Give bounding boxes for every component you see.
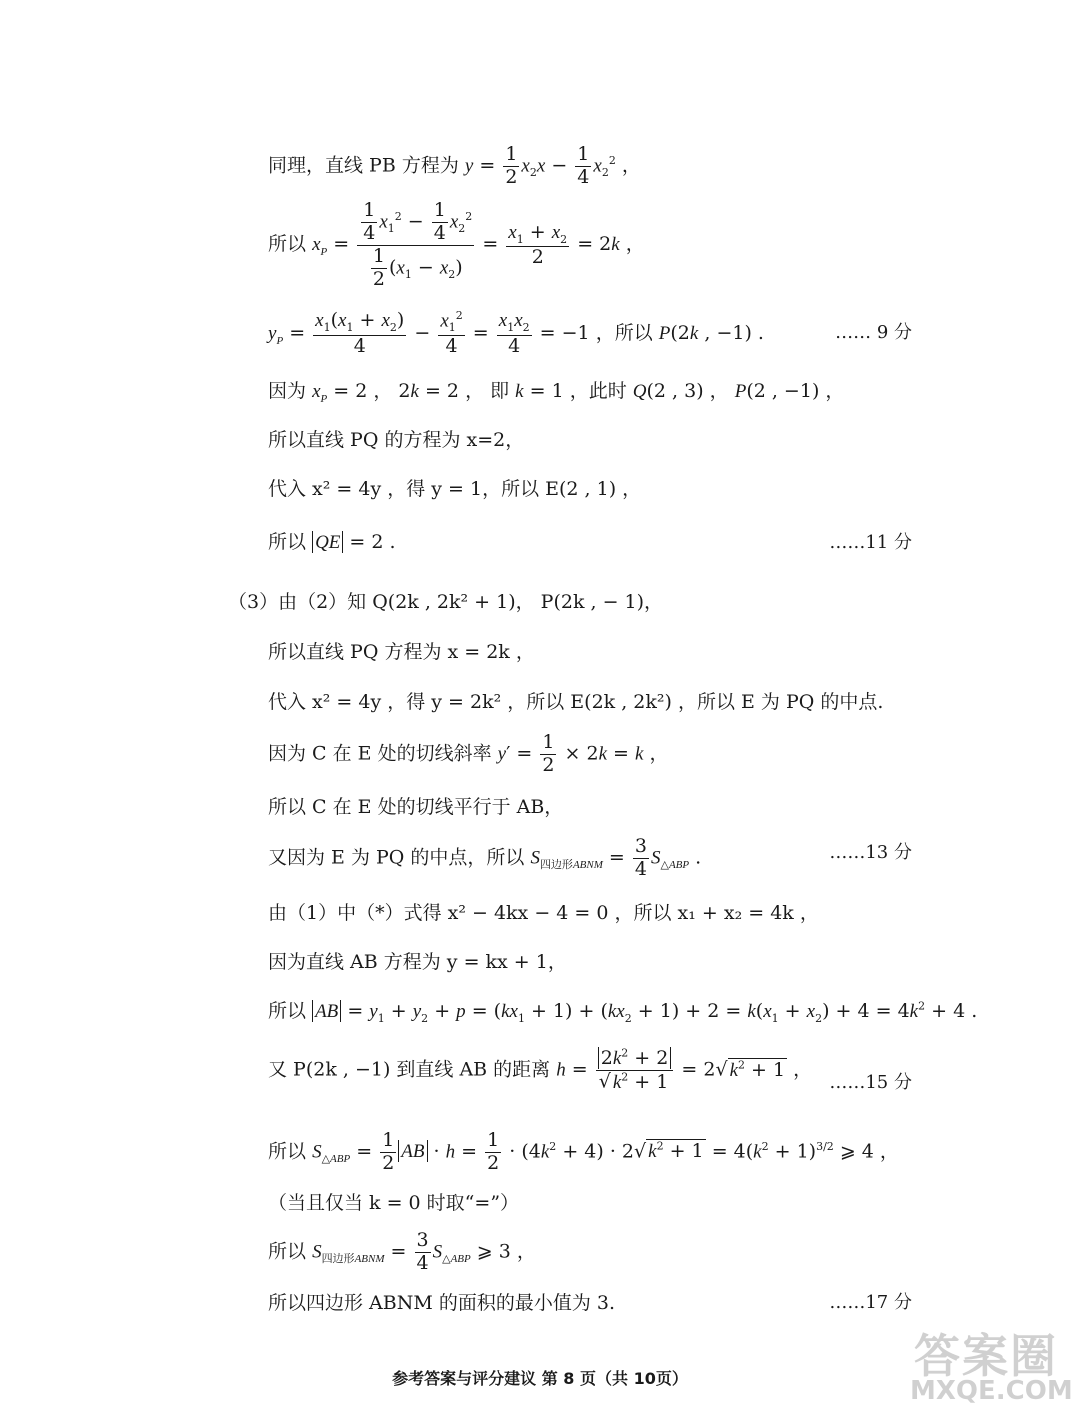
solution-line: 代入 x² = 4y ，得 y = 1，所以 E(2 , 1) ， [268, 478, 642, 500]
solution-line: （当且仅当 k = 0 时取“=”） [268, 1192, 520, 1214]
solution-line: （3）由（2）知 Q(2k , 2k² + 1)， P(2k , − 1)， [228, 591, 664, 613]
page-footer: 参考答案与评分建议 第 8 页（共 10页） [392, 1369, 688, 1388]
solution-line: 所以直线 PQ 的方程为 x=2， [268, 429, 525, 451]
solution-line: 所以 $x_P$ = $\frac{1}{4}$ $x_1^2$ − $\frac{1}{4}$ $x_2^2$ $\frac{1}{2}$ $(x_1 - x_2)$ = $\frac{x_1 + x_2}{2}$ = 2k ， [268, 199, 645, 290]
watermark-logo [910, 1320, 1073, 1406]
solution-line: 又 P(2k , −1) 到直线 AB 的距离 h = $\frac{2k^2 + 2}{√ k^2 + 1}$ = 2√ $k^2 + 1$ ， [268, 1047, 813, 1093]
solution-line: 所以 AB = $y_1 + y_2 + p = (kx_1 + 1) + (kx_2 + 1) + 2 = k(x_1 + x_2) + 4 = 4k^2 + 4$ . [268, 999, 978, 1025]
score-marker: …… 9 分 [835, 322, 912, 343]
solution-line: 所以 $S_{\triangle ABP}$ = $\frac{1}{2}$ AB · h = $\frac{1}{2}$ · $(4k^2 + 4) \cdot 2√$ $k^2 + 1 = 4(k^2 + 1)^{3/2}$ ⩾ 4 ， [268, 1129, 899, 1174]
score-marker: ……11 分 [829, 532, 912, 553]
score-marker: ……13 分 [829, 842, 912, 863]
watermark-logo-text: 答案圈 [914, 1329, 1058, 1383]
solution-line: 所以 C 在 E 处的切线平行于 AB， [268, 796, 564, 818]
solution-line: 因为 C 在 E 处的切线斜率 y′ = $\frac{1}{2}$ × 2k = k ， [268, 731, 669, 776]
watermark-site-text: MXQE.COM [910, 1376, 1073, 1406]
solution-line: 由（1）中（*）式得 x² − 4kx − 4 = 0 ，所以 x₁ + x₂ = 4k ， [268, 902, 819, 924]
solution-line: 又因为 E 为 PQ 的中点，所以 $S_{四边形ABNM}$ = $\frac{3}{4}$ $S_{\triangle ABP}$ . [268, 835, 702, 880]
solution-line: 因为直线 AB 方程为 y = kx + 1， [268, 951, 567, 973]
solution-line: 代入 x² = 4y ，得 y = 2k² ，所以 E(2k , 2k²) ，所以 E 为 PQ 的中点. [268, 691, 884, 713]
solution-line: 所以直线 PQ 方程为 x = 2k ， [268, 641, 535, 663]
score-marker: ……17 分 [829, 1292, 912, 1313]
solution-line: 所以四边形 ABNM 的面积的最小值为 3. [268, 1292, 616, 1314]
solution-line: 所以 $S_{四边形ABNM}$ = $\frac{3}{4}$ $S_{\triangle ABP}$ ⩾ 3 ， [268, 1229, 536, 1274]
solution-line: $y_P$ = $\frac{x_1(x_1 + x_2)}{4}$ − $\frac{x_1^2}{4}$ = $\frac{x_1x_2}{4}$ = −1 ，所以 P(2k , −1) . [268, 309, 764, 357]
solution-line: 因为 $x_P = 2$ ， 2k = 2 ， 即 k = 1 ，此时 Q(2 , 3) ， P(2 , −1) ， [268, 380, 845, 405]
score-marker: ……15 分 [829, 1072, 912, 1093]
solution-line: 同理，直线 PB 方程为 y = $\frac{1}{2}$ $x_2x$ − $\frac{1}{4}$ $x_2^2$ ， [268, 143, 641, 188]
solution-line: 所以 QE = 2 . [268, 531, 396, 553]
